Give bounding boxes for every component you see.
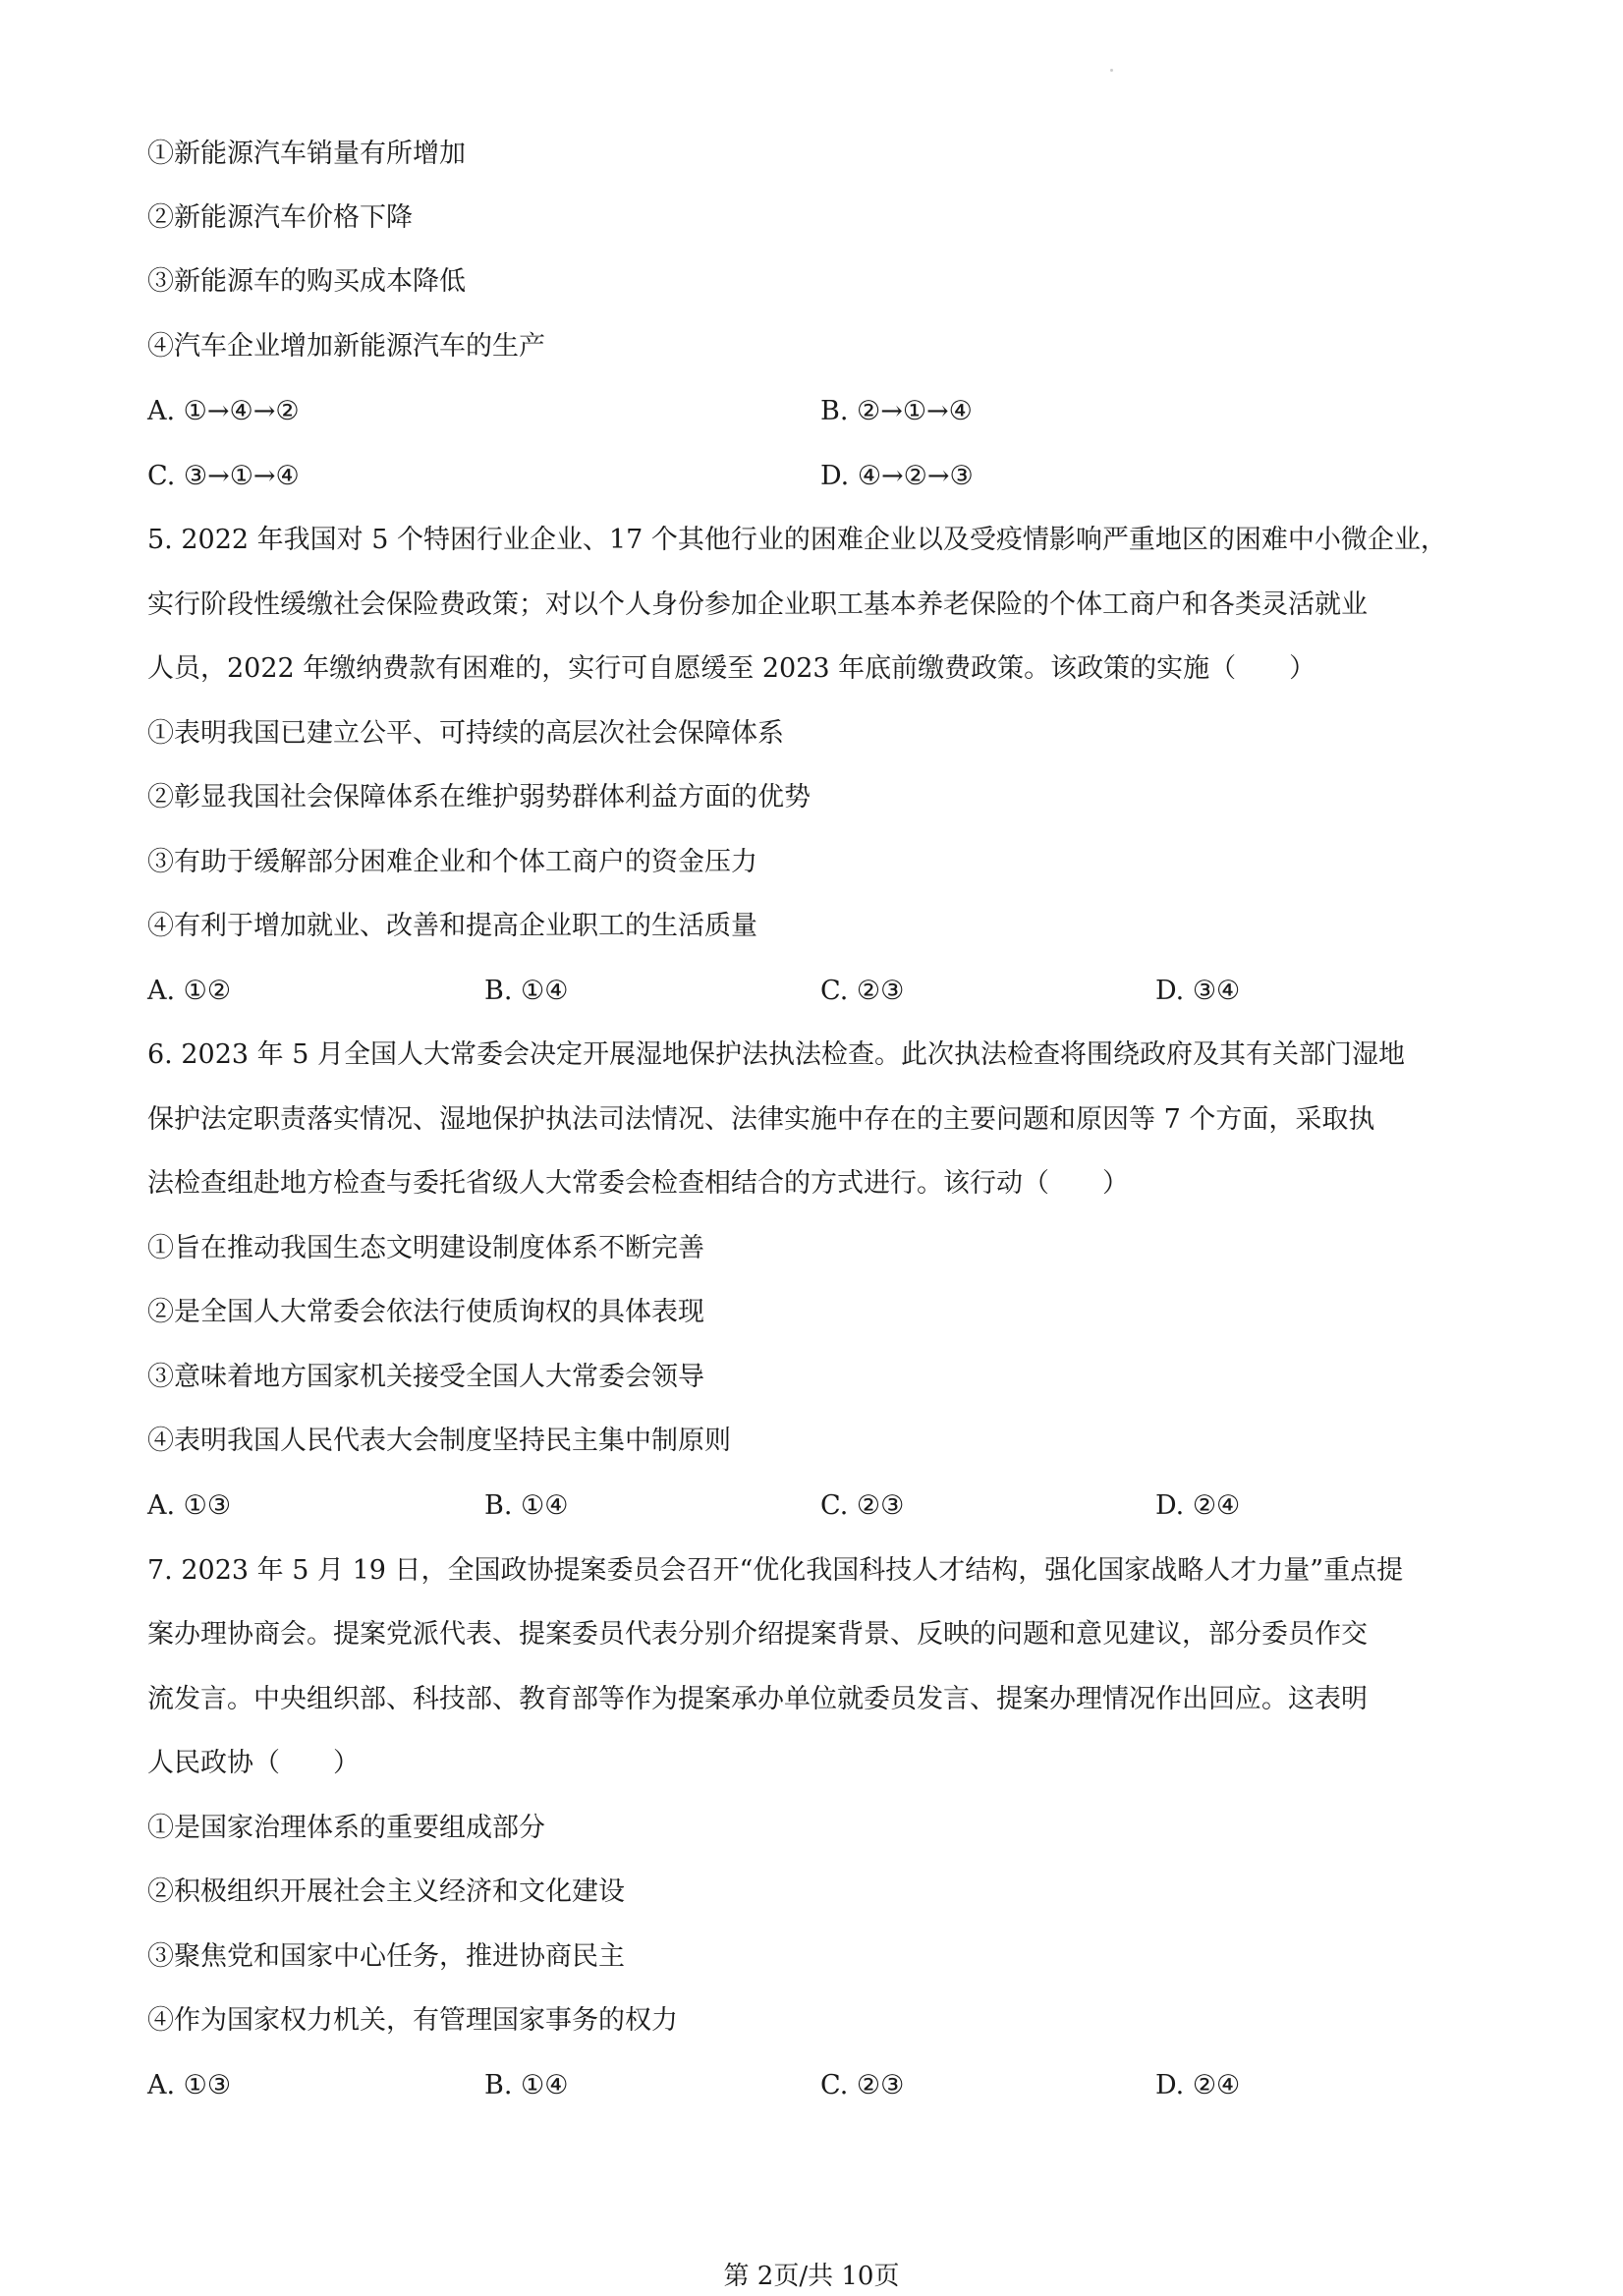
- q5-stem-line-2: 实行阶段性缓缴社会保险费政策；对以个人身份参加企业职工基本养老保险的个体工商户和各类灵活就业: [147, 589, 1368, 620]
- q7-item-4: ④作为国家权力机关，有管理国家事务的权力: [147, 2005, 678, 2036]
- q5-stem-line-1: 5. 2022 年我国对 5 个特困行业企业、17 个其他行业的困难企业以及受疫情影响严重地区的困难中小微企业，: [147, 525, 1447, 555]
- q4-item-2: ②新能源汽车价格下降: [147, 202, 413, 233]
- q5-item-3: ③有助于缓解部分困难企业和个体工商户的资金压力: [147, 847, 757, 877]
- q7-option-b[interactable]: B. ①④: [484, 2070, 569, 2100]
- q4-item-1: ①新能源汽车销量有所增加: [147, 139, 466, 169]
- q7-item-3: ③聚焦党和国家中心任务，推进协商民主: [147, 1941, 625, 1972]
- q7-stem-line-2: 案办理协商会。提案党派代表、提案委员代表分别介绍提案背景、反映的问题和意见建议，部分委员作交: [147, 1619, 1368, 1650]
- q5-option-b[interactable]: B. ①④: [484, 976, 569, 1006]
- q7-option-c[interactable]: C. ②③: [820, 2070, 905, 2100]
- q7-option-d[interactable]: D. ②④: [1155, 2070, 1241, 2100]
- q4-option-c[interactable]: C. ③→①→④: [147, 461, 300, 491]
- q6-item-2: ②是全国人大常委会依法行使质询权的具体表现: [147, 1297, 704, 1327]
- q7-stem-line-4: 人民政协（ ）: [147, 1748, 360, 1778]
- q6-stem-line-2: 保护法定职责落实情况、湿地保护执法司法情况、法律实施中存在的主要问题和原因等 7 个方面，采取执: [147, 1104, 1375, 1135]
- q6-option-d[interactable]: D. ②④: [1155, 1490, 1241, 1521]
- q7-item-1: ①是国家治理体系的重要组成部分: [147, 1813, 545, 1843]
- q6-item-1: ①旨在推动我国生态文明建设制度体系不断完善: [147, 1233, 704, 1263]
- q7-option-a[interactable]: A. ①③: [147, 2070, 232, 2100]
- q5-item-2: ②彰显我国社会保障体系在维护弱势群体利益方面的优势: [147, 782, 811, 812]
- q5-option-a[interactable]: A. ①②: [147, 976, 232, 1006]
- q4-option-d[interactable]: D. ④→②→③: [820, 461, 974, 491]
- q4-option-b[interactable]: B. ②→①→④: [820, 396, 973, 426]
- q5-stem-line-3: 人员，2022 年缴纳费款有困难的，实行可自愿缓至 2023 年底前缴费政策。该政策的实施（ ）: [147, 653, 1316, 684]
- q6-stem-line-1: 6. 2023 年 5 月全国人大常委会决定开展湿地保护法执法检查。此次执法检查将围绕政府及其有关部门湿地: [147, 1039, 1405, 1070]
- q6-stem-line-3: 法检查组赴地方检查与委托省级人大常委会检查相结合的方式进行。该行动（ ）: [147, 1168, 1129, 1199]
- q4-item-4: ④汽车企业增加新能源汽车的生产: [147, 331, 545, 362]
- q5-option-c[interactable]: C. ②③: [820, 976, 905, 1006]
- q5-option-d[interactable]: D. ③④: [1155, 976, 1241, 1006]
- q7-item-2: ②积极组织开展社会主义经济和文化建设: [147, 1876, 625, 1907]
- q7-stem-line-1: 7. 2023 年 5 月 19 日，全国政协提案委员会召开“优化我国科技人才结构，强化国家战略人才力量”重点提: [147, 1555, 1404, 1586]
- scan-dot: [1110, 69, 1113, 72]
- q4-item-3: ③新能源车的购买成本降低: [147, 266, 466, 297]
- q6-option-a[interactable]: A. ①③: [147, 1490, 232, 1521]
- q6-option-b[interactable]: B. ①④: [484, 1490, 569, 1521]
- q6-item-4: ④表明我国人民代表大会制度坚持民主集中制原则: [147, 1426, 731, 1456]
- q6-option-c[interactable]: C. ②③: [820, 1490, 905, 1521]
- q6-item-3: ③意味着地方国家机关接受全国人大常委会领导: [147, 1362, 704, 1392]
- q5-item-4: ④有利于增加就业、改善和提高企业职工的生活质量: [147, 911, 757, 941]
- q4-option-a[interactable]: A. ①→④→②: [147, 396, 300, 426]
- page-number-footer: 第 2页/共 10页: [723, 2262, 900, 2291]
- q5-item-1: ①表明我国已建立公平、可持续的高层次社会保障体系: [147, 718, 784, 749]
- q7-stem-line-3: 流发言。中央组织部、科技部、教育部等作为提案承办单位就委员发言、提案办理情况作出回应。这表明: [147, 1684, 1368, 1714]
